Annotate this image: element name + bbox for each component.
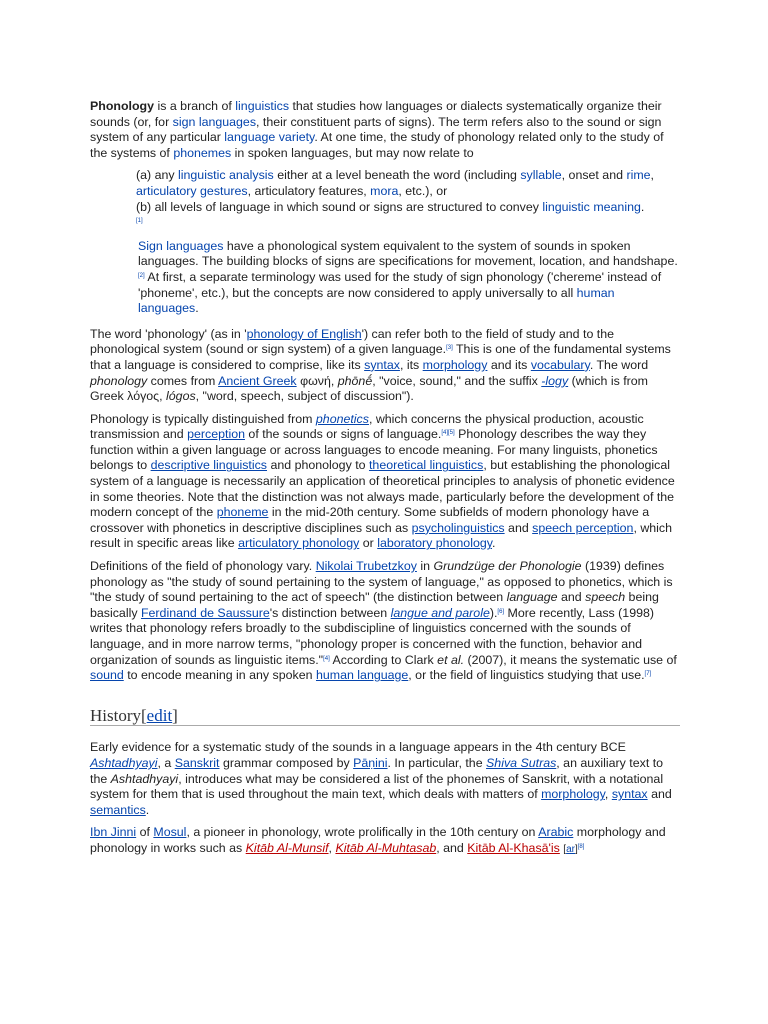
link-ferdinand-de-saussure[interactable]: Ferdinand de Saussure: [140, 605, 270, 620]
link-articulatory-gestures[interactable]: articulatory gestures: [136, 183, 248, 198]
early-evidence-paragraph: Early evidence for a systematic study of the sounds in a language appears in the 4th century BCE Ashtadhyayi, a Sanskrit grammar composed by Pāṇini. In particular, the Shiva Sutras, an auxiliary text to the Ashtadhyayi, introduces what may be considered a list of the phonemes of Sanskrit, with a notational system for them that is used throughout the main text, which deals with matters of morphology, syntax and semantics.: [90, 740, 672, 817]
link-rime[interactable]: rime: [626, 168, 651, 183]
link-linguistic-meaning[interactable]: linguistic meaning: [542, 199, 641, 214]
link-ancient-greek[interactable]: Ancient Greek: [218, 373, 297, 388]
link-syntax[interactable]: syntax: [364, 357, 400, 372]
link-phonology-of-english[interactable]: phonology of English: [246, 326, 362, 341]
link-mora[interactable]: mora: [370, 183, 399, 198]
link-sign-languages-2[interactable]: Sign languages: [138, 238, 224, 253]
ref-3[interactable]: [3]: [446, 345, 453, 352]
link-ar-interlanguage[interactable]: ar: [566, 843, 575, 855]
link-psycholinguistics[interactable]: psycholinguistics: [411, 520, 505, 535]
intro-paragraph: Phonology is a branch of linguistics that studies how languages or dialects systematically organize their sounds (or, for sign languages, their constituent parts of signs). The term refers also to the sound or sign system of any particular language variety. At one time, the study of phonology related only to the study of the systems of phonemes in spoken languages, but may now relate to: [90, 99, 664, 160]
link-phonemes[interactable]: phonemes: [173, 145, 232, 160]
etymology-paragraph: The word 'phonology' (as in 'phonology of English') can refer both to the field of study and to the phonological system (sound or sign system) of a given language.[3] This is one of the fundamental systems that a language is considered to comprise, like its syntax, its morphology and its vocabulary. The word phonology comes from Ancient Greek φωνή, phōnḗ, "voice, sound," and the suffix -logy (which is from Greek λόγος, lógos, "word, speech, subject of discussion").: [90, 326, 671, 404]
link-perception[interactable]: perception: [187, 427, 245, 442]
section-heading-history: History[edit]: [90, 708, 680, 727]
article-body: [90, 99, 680, 865]
link-sign-languages[interactable]: sign languages: [172, 114, 257, 129]
ref-8[interactable]: [8]: [577, 843, 585, 850]
term-phonology: Phonology: [90, 99, 155, 113]
link-phoneme[interactable]: phoneme: [216, 505, 269, 520]
link-human-languages[interactable]: human languages: [138, 285, 615, 316]
link-human-language[interactable]: human language: [315, 668, 409, 683]
link-ashtadhyayi[interactable]: Ashtadhyayi: [90, 755, 158, 770]
definition-list: [136, 168, 680, 230]
link-linguistics[interactable]: linguistics: [235, 99, 290, 113]
link-kitab-al-muhtasab[interactable]: Kitāb Al-Muhtasab: [335, 840, 437, 855]
link-phonetics[interactable]: phonetics: [315, 411, 369, 426]
link-syllable[interactable]: syllable: [520, 168, 562, 183]
link-speech-perception[interactable]: speech perception: [532, 520, 634, 535]
link-sound[interactable]: sound: [90, 668, 124, 683]
ref-7[interactable]: [7]: [644, 671, 652, 678]
ref-4[interactable]: [4]: [323, 655, 330, 662]
list-item-a: (a) any linguistic analysis either at a level beneath the word (including syllable, onset and rime, articulatory gestures, articulatory features, mora, etc.), or: [136, 168, 654, 198]
link-nikolai-trubetzkoy[interactable]: Nikolai Trubetzkoy: [315, 559, 417, 574]
ref-6[interactable]: [6]: [497, 608, 505, 615]
ref-4-5[interactable]: [4][5]: [441, 430, 455, 437]
ref-1[interactable]: [1]: [136, 218, 143, 225]
link-kitab-al-munsif[interactable]: Kitāb Al-Munsif: [245, 840, 329, 855]
link-semantics[interactable]: semantics: [90, 802, 146, 817]
link-kitab-al-khasais[interactable]: Kitāb Al-Khasā'is: [467, 840, 560, 855]
ref-2[interactable]: [2]: [138, 272, 145, 279]
link-theoretical-linguistics[interactable]: theoretical linguistics: [368, 458, 484, 473]
edit-section-link[interactable]: edit: [146, 705, 173, 725]
link-vocabulary[interactable]: vocabulary: [530, 357, 590, 372]
link-shiva-sutras[interactable]: Shiva Sutras: [486, 755, 557, 770]
phonetics-paragraph: Phonology is typically distinguished from phonetics, which concerns the physical production, acoustic transmission and perception of the sounds or signs of language.[4][5] Phonology describes the way they function within a given language or across languages to encode meaning. For many linguists, phonetics belongs to descriptive linguistics and phonology to theoretical linguistics, but establishing the phonological system of a language is necessarily an application of theoretical principles to analysis of phonetic evidence in some theories. Note that the distinction was not always made, particularly before the development of the modern concept of the phoneme in the mid-20th century. Some subfields of modern phonology have a crossover with phonetics in descriptive disciplines such as psycholinguistics and speech perception, which result in specific areas like articulatory phonology or laboratory phonology.: [90, 411, 675, 551]
link-arabic[interactable]: Arabic: [538, 825, 574, 840]
link-laboratory-phonology[interactable]: laboratory phonology: [377, 536, 493, 551]
ibn-jinni-paragraph: Ibn Jinni of Mosul, a pioneer in phonology, wrote prolifically in the 10th century on Arabic morphology and phonology in works such as Kitāb Al-Munsif, Kitāb Al-Muhtasab, and Kitāb Al-Khasā'is [ar][8]: [90, 825, 666, 855]
link-ibn-jinni[interactable]: Ibn Jinni: [90, 825, 137, 840]
link-sanskrit[interactable]: Sanskrit: [174, 755, 220, 770]
link-morphology[interactable]: morphology: [422, 357, 488, 372]
link-articulatory-phonology[interactable]: articulatory phonology: [238, 536, 360, 551]
link-language-variety[interactable]: language variety: [224, 130, 315, 145]
link-mosul[interactable]: Mosul: [153, 825, 187, 840]
link-panini[interactable]: Pāṇini: [353, 755, 388, 770]
definitions-paragraph: Definitions of the field of phonology vary. Nikolai Trubetzkoy in Grundzüge der Phonologie (1939) defines phonology as "the study of sound pertaining to the system of language," as opposed to phonetics, which is "the study of sound pertaining to the act of speech" (the distinction between language and speech being basically Ferdinand de Saussure's distinction between langue and parole).[6] More recently, Lass (1998) writes that phonology refers broadly to the subdiscipline of linguistics concerned with the sounds of language, and in more narrow terms, "phonology proper is concerned with the function, behavior and organization of sounds as linguistic items."[4] According to Clark et al. (2007), it means the systematic use of sound to encode meaning in any spoken human language, or the field of linguistics studying that use.[7]: [90, 559, 677, 683]
link-linguistic-analysis[interactable]: linguistic analysis: [178, 168, 274, 183]
list-item-b: (b) all levels of language in which sound or signs are structured to convey linguistic meaning. [1]: [136, 199, 645, 225]
link-syntax-2[interactable]: syntax: [611, 787, 648, 802]
link-logy[interactable]: -logy: [541, 373, 569, 388]
link-descriptive-linguistics[interactable]: descriptive linguistics: [150, 458, 268, 473]
sign-language-paragraph: Sign languages have a phonological system equivalent to the system of sounds in spoken languages. The building blocks of signs are specifications for movement, location, and handshape.[2] At first, a separate terminology was used for the study of sign phonology ('chereme' instead of 'phoneme', etc.), but the concepts are now considered to apply universally to all human languages.: [138, 238, 678, 316]
link-langue-and-parole[interactable]: langue and parole: [390, 605, 490, 620]
link-morphology-2[interactable]: morphology: [541, 787, 605, 802]
